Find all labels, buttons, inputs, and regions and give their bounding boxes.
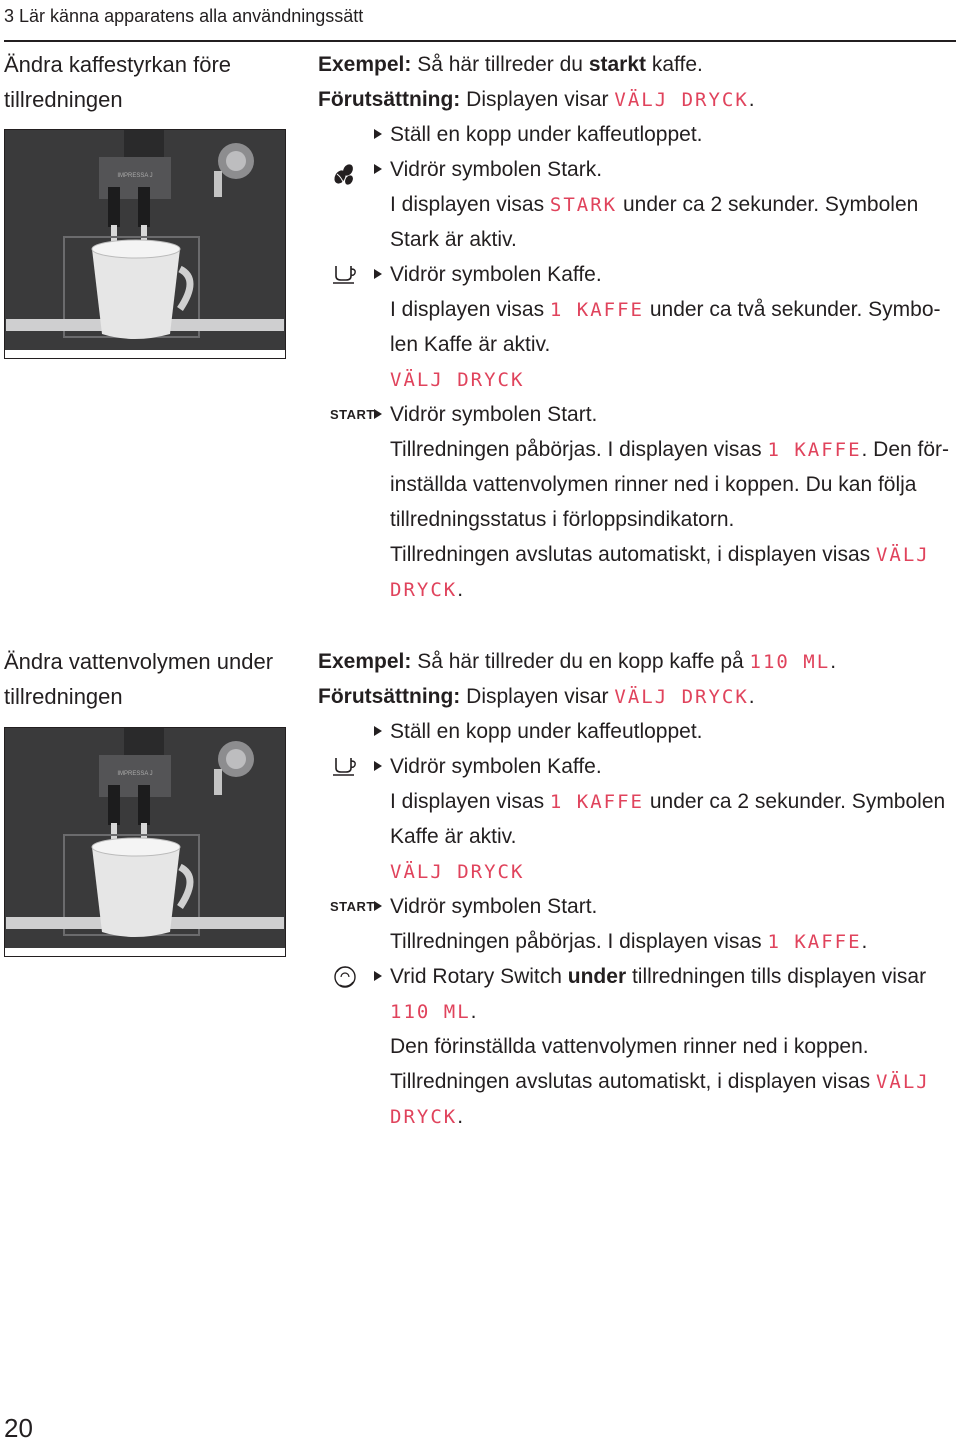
step-arrow-icon [374,726,382,736]
display-text: DRYCK [390,1106,458,1128]
display-text: VÄLJ DRYCK [390,861,525,883]
result-line [390,854,524,889]
result-line: inställda vattenvolymen rinner ned i koppen. Du kan följa [390,473,917,496]
start-label: START [330,899,375,914]
display-text: 110 ML [390,1001,471,1023]
step-line: Ställ en kopp under kaffeutloppet. [390,123,703,146]
page-header [4,0,956,42]
brand-label: IMPRESSA J [117,173,153,179]
result-line: I displayen visas 1 KAFFE under ca två sekunder. Symbo- [390,298,941,321]
coffee-cup-icon [332,263,358,285]
display-text: VÄLJ DRYCK [614,89,749,111]
page-number: 20 [4,1413,33,1443]
section2-title: Ändra vattenvolymen under tillredningen [4,649,274,709]
step-line: Ställ en kopp under kaffeutloppet. [390,720,703,743]
display-text: 1 KAFFE [549,299,644,321]
display-text: VÄLJ DRYCK [390,369,525,391]
result-line: Tillredningen avslutas automatiskt, i displayen visas VÄLJ [390,543,930,566]
step-line: Vidrör symbolen Kaffe. [390,755,602,778]
result-line: Stark är aktiv. [390,228,517,251]
result-line: len Kaffe är aktiv. [390,333,551,356]
result-line [390,362,524,397]
display-text: VÄLJ [875,1071,930,1093]
strong-beans-icon [332,162,356,186]
rotary-switch-icon [332,964,358,990]
step-arrow-icon [374,164,382,174]
prerequisite-line: Förutsättning: Displayen visar VÄLJ DRYCK. [318,685,755,708]
result-line: Tillredningen påbörjas. I displayen visas 1 KAFFE. [390,930,868,953]
step-line: Vrid Rotary Switch under tillredningen tills displayen visar [390,965,927,988]
result-line: DRYCK. [390,578,464,601]
step-line: Vidrör symbolen Kaffe. [390,263,602,286]
result-line: I displayen visas STARK under ca 2 sekunder. Symbolen [390,193,919,216]
display-text: VÄLJ DRYCK [614,686,749,708]
result-line: Tillredningen påbörjas. I displayen visas 1 KAFFE. Den för- [390,438,950,461]
result-line: DRYCK. [390,1105,464,1128]
result-line: tillredningsstatus i förloppsindikatorn. [390,508,735,531]
step-arrow-icon [374,409,382,419]
step-line: Vidrör symbolen Start. [390,403,598,426]
display-text: VÄLJ [875,544,930,566]
display-text: 1 KAFFE [767,439,862,461]
display-text: STARK [549,194,618,216]
step-line: Vidrör symbolen Start. [390,895,598,918]
coffee-cup-icon [332,755,358,777]
chapter-title: 3 Lär känna apparatens alla användningssätt [4,6,364,26]
display-text: 1 KAFFE [767,931,862,953]
step-arrow-icon [374,761,382,771]
step-arrow-icon [374,269,382,279]
example-line: Exempel: Så här tillreder du en kopp kaffe på 110 ML. [318,650,837,673]
display-text: DRYCK [390,579,458,601]
example-line: Exempel: Så här tillreder du starkt kaffe. [318,53,703,76]
start-label: START [330,407,375,422]
step-arrow-icon [374,971,382,981]
step-arrow-icon [374,901,382,911]
result-line: 110 ML. [390,1000,477,1023]
display-text: 1 KAFFE [549,791,644,813]
coffee-machine-figure-2 [4,727,286,957]
coffee-machine-figure-1 [4,129,286,359]
display-text: 110 ML [749,651,831,673]
result-line: Tillredningen avslutas automatiskt, i displayen visas VÄLJ [390,1070,930,1093]
result-line: Kaffe är aktiv. [390,825,517,848]
brand-label: IMPRESSA J [117,771,153,777]
section1-title: Ändra kaffestyrkan före tillredningen [4,52,232,112]
result-line: Den förinställda vattenvolymen rinner ned i koppen. [390,1035,869,1058]
step-line: Vidrör symbolen Stark. [390,158,603,181]
result-line: I displayen visas 1 KAFFE under ca 2 sekunder. Symbolen [390,790,946,813]
prerequisite-line: Förutsättning: Displayen visar VÄLJ DRYCK. [318,88,755,111]
step-arrow-icon [374,129,382,139]
